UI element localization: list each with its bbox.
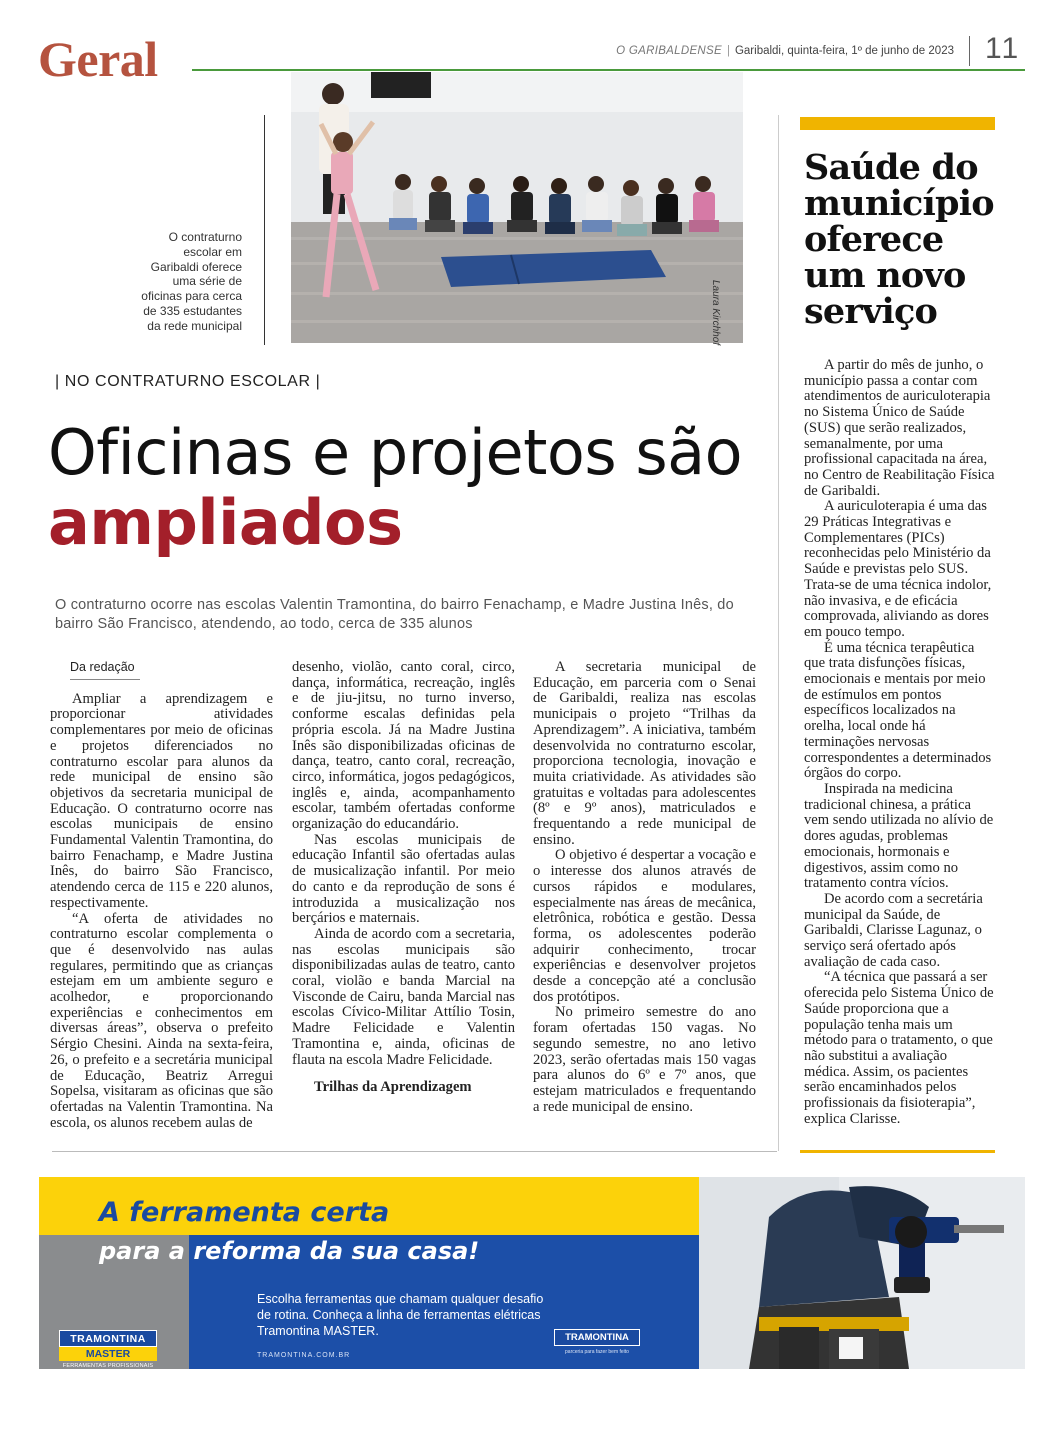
article-kicker: | NO CONTRATURNO ESCOLAR | xyxy=(55,373,321,390)
sidebar-bottom-bar xyxy=(800,1150,995,1153)
paragraph: Nas escolas municipais de educação Infantil são ofertadas aulas de musicalização infantil. Por meio do canto e da reprodução de sons é introduzida a musicalização nos berçários e maternais. xyxy=(292,831,515,927)
paragraph: De acordo com a secretária municipal da Saúde, de Garibaldi, Clarisse Lagunaz, o serviço será ofertado após avaliação de cada caso. xyxy=(804,890,983,970)
ad-body-text: Escolha ferramentas que chamam qualquer desafio de rotina. Conheça a linha de ferramentas elétricas Tramontina MASTER. xyxy=(257,1292,544,1338)
ad-url[interactable]: TRAMONTINA.COM.BR xyxy=(257,1352,351,1359)
byline: Da redação xyxy=(70,660,135,674)
sidebar-headline: Saúde do município oferece um novo serviço xyxy=(804,147,994,332)
photo-caption: O contraturno escolar em Garibaldi oferece uma série de oficinas para cerca de 335 estudantes da rede municipal xyxy=(141,230,242,333)
paragraph: A partir do mês de junho, o município passa a contar com atendimentos de auriculoterapia no Sistema Único de Saúde (SUS) que serão realizados, semanalmente, por uma profissional capacitada na área, no Centro de Reabilitação Física de Garibaldi. xyxy=(804,357,995,499)
paragraph: “A técnica que passará a ser oferecida pelo Sistema Único de Saúde proporciona que a população tenha mais um método para o tratamento, o que não substitui a avaliação médica. Assim, os pacientes serão encaminhados pelos profissionais da fisioterapia”, explica Clarisse. xyxy=(804,969,994,1127)
sidebar-accent-bar xyxy=(800,117,995,130)
page-number-divider xyxy=(969,36,970,66)
headline-text: Oficinas e projetos são xyxy=(48,416,743,489)
paragraph: O objetivo é despertar a vocação e o interesse dos alunos através de cursos rápidos e modulares, especialmente nas áreas de mecânica, eletrônica, robótica e gestão. Dessa forma, os adolescentes poderão adquirir conhecimento, trocar experiências e desenvolver projetos desde a concepção até a conclusão dos protótipos. xyxy=(533,847,756,1005)
advertisement[interactable] xyxy=(39,1177,1025,1369)
ad-title: A ferramenta certa xyxy=(99,1197,390,1228)
paragraph: “A oferta de atividades no contraturno escolar complementa o que é desenvolvido nas aulas regulares, permitindo que as crianças estejam em um ambiente seguro e acolhedor, e proporcionando experiências e conhecimentos em diversas áreas”, observa o prefeito Sérgio Chesini. Ainda na sexta-feira, 26, o prefeito e a secretária municipal de Educação, Beatriz Arregui Sopelsa, visitaram as oficinas que são ofertadas na Valentin Tramontina. Na escola, os alunos recebem aulas de xyxy=(50,910,273,1131)
column-divider xyxy=(778,115,779,1151)
article-bottom-rule xyxy=(52,1151,777,1152)
tramontina-master-logo xyxy=(59,1330,157,1369)
dateline: Garibaldi, quinta-feira, 1º de junho de 2023 xyxy=(734,45,954,57)
tramontina-logo xyxy=(554,1329,640,1355)
logo-line: MASTER xyxy=(59,1347,157,1361)
byline-rule xyxy=(70,679,140,680)
page-number: 11 xyxy=(985,32,1021,65)
paragraph: É uma técnica terapêutica que trata disfunções físicas, emocionais e mentais por meio de estímulos em pontos específicos localizados na orelha, local onde há terminações nervosas correspondentes a determinados órgãos do corpo. xyxy=(804,639,992,782)
ad-subtitle: para a reforma da sua casa! xyxy=(99,1237,480,1265)
paragraph: desenho, violão, canto coral, circo, dança, informática, recreação, inglês e de jiu-jitsu, no turno inverso, conforme escalas definidas pela própria escola. Já na Madre Justina Inês são disponibilizadas oficinas de dança, teatro, canto coral, recreação, circo, informática, jogos pedagógicos, inglês e, ainda, acompanhamento escolar, também ofertadas conforme organização do educandário. xyxy=(292,659,515,833)
article-column-2 xyxy=(292,660,515,1096)
logo-brand: TRAMONTINA xyxy=(59,1330,157,1347)
logo2-brand: TRAMONTINA xyxy=(554,1329,640,1346)
article-photo xyxy=(291,72,743,346)
classroom-illustration xyxy=(291,72,743,346)
article-subhead: O contraturno ocorre nas escolas Valentin Tramontina, do bairro Fenachamp, e Madre Justina Inês, do bairro São Francisco, atendendo, ao todo, cerca de 335 alunos xyxy=(55,597,734,632)
caption-rule xyxy=(264,115,265,345)
newspaper-name: O GARIBALDENSE xyxy=(616,45,722,57)
header-rule xyxy=(192,69,1025,71)
logo2-tagline: parceria para fazer bem feito xyxy=(565,1349,629,1355)
section-title: Geral xyxy=(38,31,158,87)
logo-tagline: FERRAMENTAS PROFISSIONAIS xyxy=(62,1363,154,1369)
paragraph: No primeiro semestre do ano foram ofertadas 150 vagas. No segundo semestre, no ano letivo 2023, serão ofertadas mais 150 vagas para alunos do 6º e 7º anos, que estejam matriculados e frequentando a rede municipal de ensino. xyxy=(533,1004,756,1115)
photo-credit: Laura Kirchhof xyxy=(710,280,721,346)
paragraph: Ainda de acordo com a secretaria, nas escolas municipais são disponibilizadas aulas de teatro, canto coral, violão e banda Marcial na Visconde de Cairu, banda Marcial nas escolas Cívico-Militar Attílio Tosin, Madre Felicidade e Valentin Tramontina e, ainda, oficinas de flauta na escola Madre Felicidade. xyxy=(292,925,515,1068)
paragraph: Inspirada na medicina tradicional chinesa, a prática vem sendo utilizada no alívio de dores agudas, problemas emocionais, hormonais e digestivos, assim como no tratamento contra vícios. xyxy=(804,780,994,892)
headline-accent: ampliados xyxy=(48,486,403,559)
paragraph: Ampliar a aprendizagem e proporcionar atividades complementares por meio de oficinas e projetos diferenciados no contraturno escolar para alunos da rede municipal de ensino são objetivos da secretaria municipal de Educação. O contraturno ocorre nas escolas municipais de ensino Fundamental Valentin Tramontina, do bairro Fenachamp, e Madre Justina Inês, do bairro São Francisco, atendendo cerca de 115 e 220 alunos, respectivamente. xyxy=(50,690,273,911)
masthead-separator: | xyxy=(726,45,730,57)
sidebar-body xyxy=(804,358,996,1127)
article-column-3 xyxy=(533,660,756,1115)
intertitle: Trilhas da Aprendizagem xyxy=(314,1079,472,1096)
masthead xyxy=(616,45,954,57)
article-column-1 xyxy=(50,660,273,1131)
article-headline xyxy=(48,418,748,558)
paragraph: A secretaria municipal de Educação, em parceria com o Senai de Garibaldi, realiza nas escolas municipais o projeto “Trilhas da Aprendizagem”. A iniciativa, também desenvolvida no contraturno escolar, proporciona tecnologia, inovação e muita criatividade. As atividades são gratuitas e voltadas para adolescentes (8º e 9º anos), matriculados e frequentando a rede municipal de ensino. xyxy=(533,659,756,848)
paragraph: A auriculoterapia é uma das 29 Práticas Integrativas e Complementares (PICs) reconhecidas pelo Ministério da Saúde e previstas pelo SUS. Trata-se de uma técnica indolor, não invasiva, e de eficácia comprovada, aliviando as dores em pouco tempo. xyxy=(804,498,992,640)
worker-with-drill-illustration xyxy=(699,1177,1025,1369)
